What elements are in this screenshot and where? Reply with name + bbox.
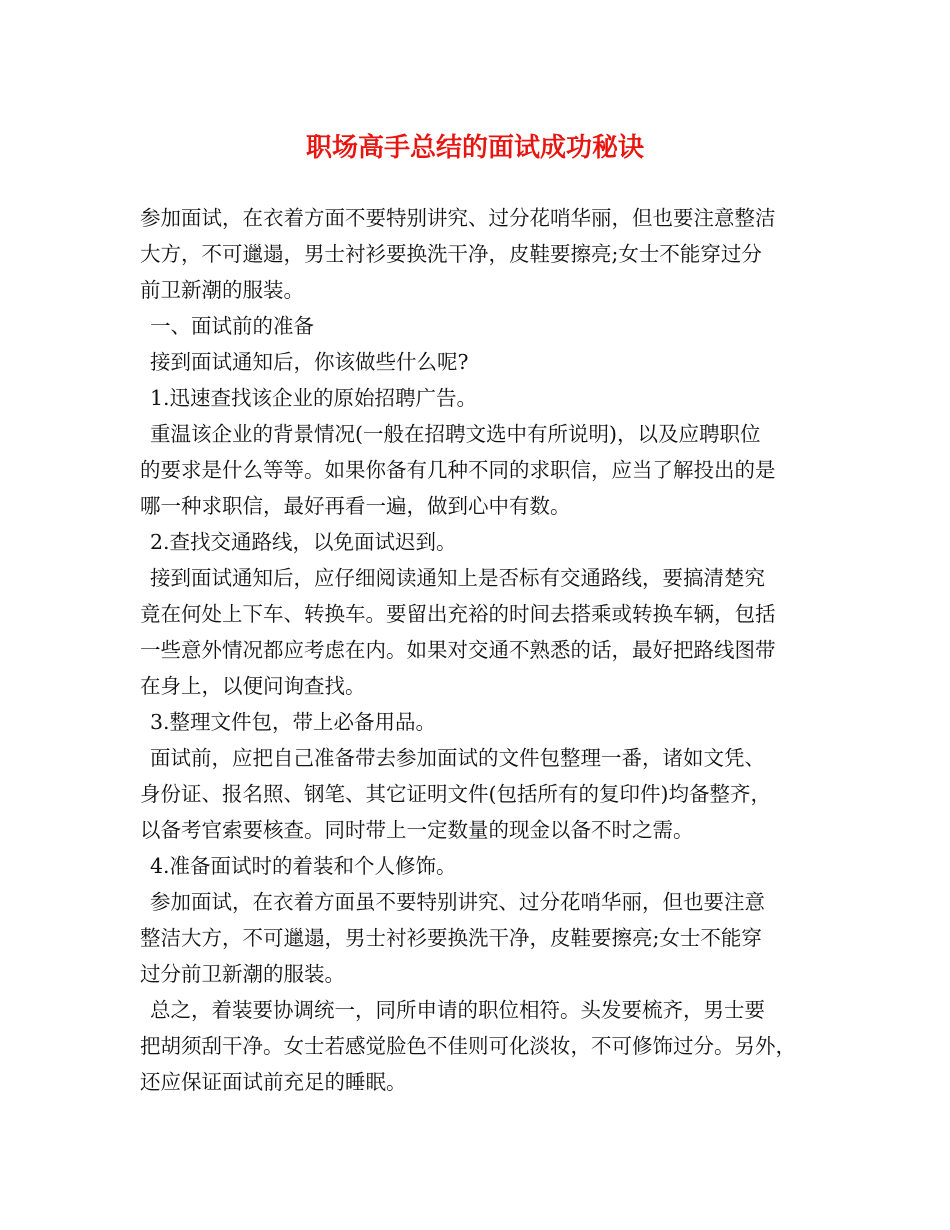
document-body xyxy=(140,200,816,1100)
text-line: 接到面试通知后，应仔细阅读通知上是否标有交通路线，要搞清楚究 xyxy=(150,566,765,590)
text-line: 一些意外情况都应考虑在内。如果对交通不熟悉的话，最好把路线图带 xyxy=(140,638,776,662)
text-line: 在身上，以便问询查找。 xyxy=(140,674,366,698)
text-line: 以备考官索要核查。同时带上一定数量的现金以备不时之需。 xyxy=(140,818,694,842)
text-line: 总之，着装要协调统一，同所申请的职位相符。头发要梳齐，男士要 xyxy=(150,998,765,1022)
text-line: 把胡须刮干净。女士若感觉脸色不佳则可化淡妆，不可修饰过分。另外， xyxy=(140,1034,796,1058)
text-line: 竟在何处上下车、转换车。要留出充裕的时间去搭乘或转换车辆，包括 xyxy=(140,602,776,626)
text-line: 接到面试通知后，你该做些什么呢? xyxy=(150,350,469,374)
text-line: 参加面试，在衣着方面不要特别讲究、过分花哨华丽，但也要注意整洁 xyxy=(140,206,776,230)
text-line: 重温该企业的背景情况(一般在招聘文选中有所说明)，以及应聘职位 xyxy=(150,422,761,446)
text-line: 2.查找交通路线，以免面试迟到。 xyxy=(150,530,457,554)
text-line: 大方，不可邋遢，男士衬衫要换洗干净，皮鞋要擦亮;女士不能穿过分 xyxy=(140,242,762,266)
text-line: 前卫新潮的服装。 xyxy=(140,278,304,302)
text-line: 面试前，应把自己准备带去参加面试的文件包整理一番，诸如文凭、 xyxy=(150,746,765,770)
text-line: 整洁大方，不可邋遢，男士衬衫要换洗干净，皮鞋要擦亮;女士不能穿 xyxy=(140,926,762,950)
text-line: 还应保证面试前充足的睡眠。 xyxy=(140,1070,407,1094)
text-line: 过分前卫新潮的服装。 xyxy=(140,962,345,986)
text-line: 的要求是什么等等。如果你备有几种不同的求职信，应当了解投出的是 xyxy=(140,458,776,482)
document-title: 职场高手总结的面试成功秘诀 xyxy=(305,133,644,163)
text-line: 身份证、报名照、钢笔、其它证明文件(包括所有的复印件)均备整齐， xyxy=(140,782,771,806)
text-line: 1.迅速查找该企业的原始招聘广告。 xyxy=(150,386,478,410)
text-line: 一、面试前的准备 xyxy=(150,314,314,338)
text-line: 参加面试，在衣着方面虽不要特别讲究、过分花哨华丽，但也要注意 xyxy=(150,890,765,914)
text-line: 哪一种求职信，最好再看一遍，做到心中有数。 xyxy=(140,494,571,518)
text-line: 4.准备面试时的着装和个人修饰。 xyxy=(150,854,457,878)
text-line: 3.整理文件包，带上必备用品。 xyxy=(150,710,437,734)
